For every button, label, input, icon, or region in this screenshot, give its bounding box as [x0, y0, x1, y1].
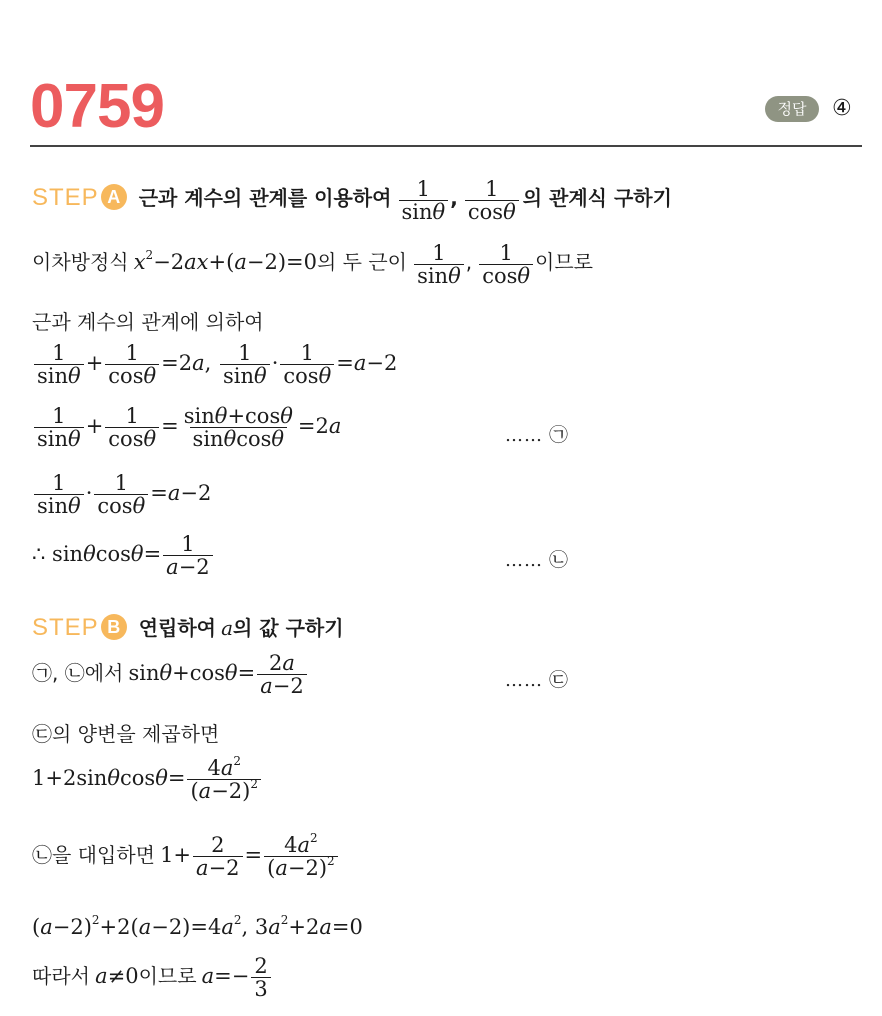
equation-therefore: ∴ sinθcosθ= $\frac{1}{a-2}$ — [32, 533, 215, 578]
step-a-title-post: 의 관계식 구하기 — [522, 186, 672, 211]
equation-sum: $\frac{1}{\sin\theta}$ + $\frac{1}{\cos\theta}$ = $\frac{\sin\theta+\cos\theta}{\sin\theta\cos\theta}$ =2a — [32, 405, 341, 450]
answer-mark: ④ — [832, 96, 852, 121]
intro-line-1: 이차방정식 $x^2-2ax+(a-2)=0$의 두 근이 $\frac{1}{\sin\theta}$ , $\frac{1}{\cos\theta}$ 이므로 — [32, 241, 594, 289]
header-divider — [30, 145, 862, 147]
marker-2: …… ㉡ — [505, 549, 569, 571]
equation-quadratic: $x^2-2ax+(a-2)=0$ — [133, 248, 317, 275]
step-b-circle: B — [101, 614, 127, 640]
fraction-1-over-sin: $\frac{1}{\sin\theta}$ — [399, 178, 449, 223]
marker-1: …… ㉠ — [505, 424, 569, 446]
equation-substitute: ㉡을 대입하면 1+ $\frac{2}{a-2}$ = $\frac{4a^2}{(a-2)^2}$ — [32, 834, 340, 879]
step-a-label: STEP — [32, 184, 99, 212]
step-a-title-pre: 근과 계수의 관계를 이용하여 — [138, 186, 392, 211]
fraction-1-over-cos: $\frac{1}{\cos\theta}$ — [465, 178, 519, 223]
equation-squared: 1+2sinθcosθ= $\frac{4a^2}{(a-2)^2}$ — [32, 757, 263, 802]
intro-line-2: 근과 계수의 관계에 의하여 — [32, 310, 264, 334]
equation-c: ㉠, ㉡에서 sinθ+cosθ= $\frac{2a}{a-2}$ — [32, 652, 309, 697]
problem-number: 0759 — [30, 72, 164, 141]
equation-expanded: $(a-2)^2+2(a-2)=4a^2$, $3a^2+2a=0$ — [32, 913, 363, 939]
marker-3: …… ㉢ — [505, 669, 569, 691]
square-both-sides-text: ㉢의 양변을 제곱하면 — [32, 722, 220, 746]
equation-product: $\frac{1}{\sin\theta}$ · $\frac{1}{\cos\theta}$ =a−2 — [32, 472, 211, 517]
step-a-circle: A — [101, 184, 127, 210]
step-b-label: STEP — [32, 614, 99, 641]
step-a-heading: STEP A 근과 계수의 관계를 이용하여 $\frac{1}{\sin\theta}$ , $\frac{1}{\cos\theta}$ 의 관계식 구하기 — [32, 177, 672, 225]
equation-sum-product: $\frac{1}{\sin\theta}$ + $\frac{1}{\cos\theta}$ =2a, $\frac{1}{\sin\theta}$ · $\frac{1}{\cos\theta}$ =a−2 — [32, 342, 397, 387]
step-b-heading: STEP B 연립하여 a의 값 구하기 — [32, 614, 344, 641]
conclusion: 따라서 a≠0이므로 a=− $\frac{2}{3}$ — [32, 955, 273, 1000]
answer-badge: 정답 — [765, 96, 819, 122]
